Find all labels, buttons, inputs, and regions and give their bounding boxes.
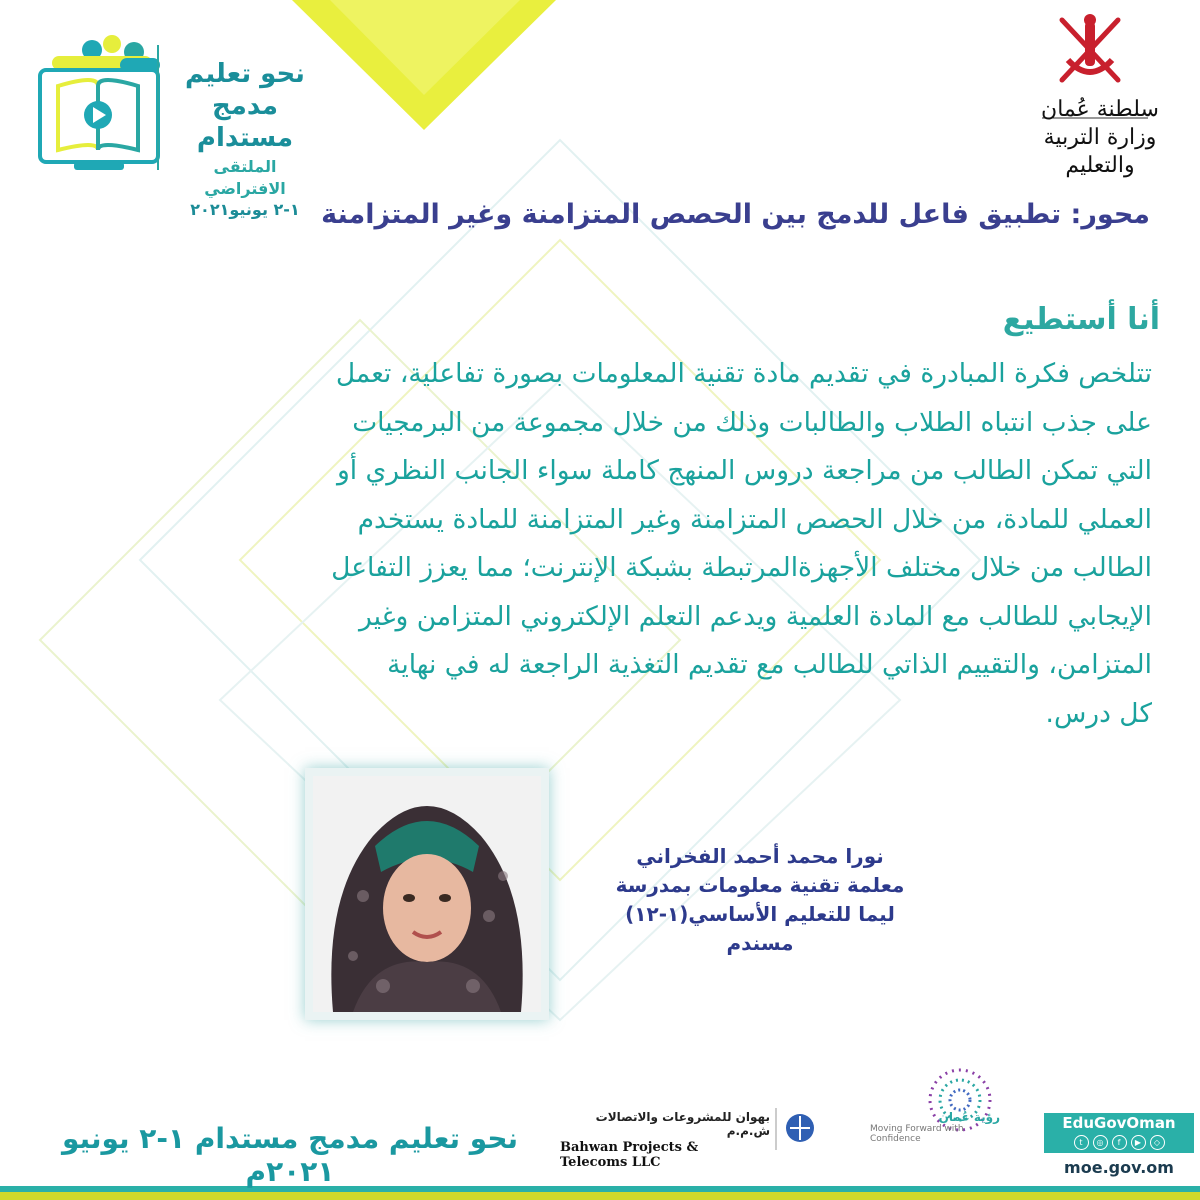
event-subtitle: الملتقى الافتراضي — [204, 157, 286, 198]
sponsor-arabic: بهوان للمشروعات والاتصالات ش.م.م — [595, 1110, 770, 1138]
body-line: المتزامن، والتقييم الذاتي للطالب مع تقديم التغذية الراجعة له في نهاية — [387, 649, 1152, 680]
initiative-description — [70, 350, 1152, 738]
body-line: الطالب من خلال مختلف الأجهزةالمرتبطة بشبكة الإنترنت؛ مما يعزز التفاعل — [331, 552, 1152, 583]
website-url[interactable]: moe.gov.om — [1064, 1158, 1174, 1177]
teacher-name: نورا محمد أحمد الفخراني — [636, 844, 884, 868]
vision-block — [870, 1110, 1000, 1144]
event-date: ١-٢ يونيو٢٠٢١ — [190, 200, 300, 219]
teacher-info — [560, 842, 960, 958]
vision-english: Moving Forward with Confidence — [870, 1124, 964, 1144]
twitter-icon[interactable]: t — [1074, 1135, 1089, 1150]
vision-arabic: رؤية عُمان — [938, 1110, 1000, 1124]
teacher-location: مسندم — [726, 931, 794, 955]
event-logo — [40, 35, 160, 170]
sponsor-english: Bahwan Projects & Telecoms LLC — [560, 1140, 699, 1170]
bahwan-logo — [776, 1108, 814, 1150]
body-line: الإيجابي للطالب مع المادة العلمية ويدعم التعلم الإلكتروني المتزامن وغير — [359, 600, 1152, 632]
snapchat-icon[interactable]: ◇ — [1150, 1135, 1165, 1150]
teacher-school: ليما للتعليم الأساسي(١-١٢) — [625, 902, 895, 926]
youtube-icon[interactable]: ▶ — [1131, 1135, 1146, 1150]
body-line: على جذب انتباه الطلاب والطالبات وذلك من خلال مجموعة من البرمجيات — [352, 406, 1152, 438]
axis-title: محور: تطبيق فاعل للدمج بين الحصص المتزامنة وغير المتزامنة — [321, 199, 1150, 230]
teacher-photo — [313, 776, 541, 1012]
ministry-name — [1020, 96, 1180, 180]
teacher-role: معلمة تقنية معلومات بمدرسة — [615, 873, 905, 897]
sponsor-block — [560, 1110, 770, 1170]
body-line: التي تمكن الطالب من مراجعة دروس المنهج كاملة سواء الجانب النظري أو — [336, 455, 1152, 486]
event-title-line2: مدمج مستدام — [196, 91, 294, 153]
social-icons — [1050, 1135, 1188, 1150]
instagram-icon[interactable]: ◎ — [1093, 1135, 1108, 1150]
footer-tagline: نحو تعليم مدمج مستدام ١-٢ يونيو ٢٠٢١م — [61, 1122, 519, 1188]
body-line: كل درس. — [1045, 697, 1152, 729]
body-line: تتلخص فكرة المبادرة في تقديم مادة تقنية المعلومات بصورة تفاعلية، تعمل — [335, 358, 1152, 389]
facebook-icon[interactable]: f — [1112, 1135, 1127, 1150]
ministry-line1: سلطنة عُمان — [1041, 97, 1159, 122]
section-heading: أنا أستطيع — [1002, 302, 1160, 337]
social-handle[interactable]: EduGovOman — [1062, 1114, 1176, 1132]
body-line: العملي للمادة، من خلال الحصص المتزامنة وغير المتزامنة للمادة يستخدم — [357, 503, 1152, 535]
oman-emblem — [1062, 14, 1118, 80]
ministry-line2: وزارة التربية والتعليم — [1043, 125, 1157, 178]
event-title-line1: نحو تعليم — [185, 59, 305, 89]
